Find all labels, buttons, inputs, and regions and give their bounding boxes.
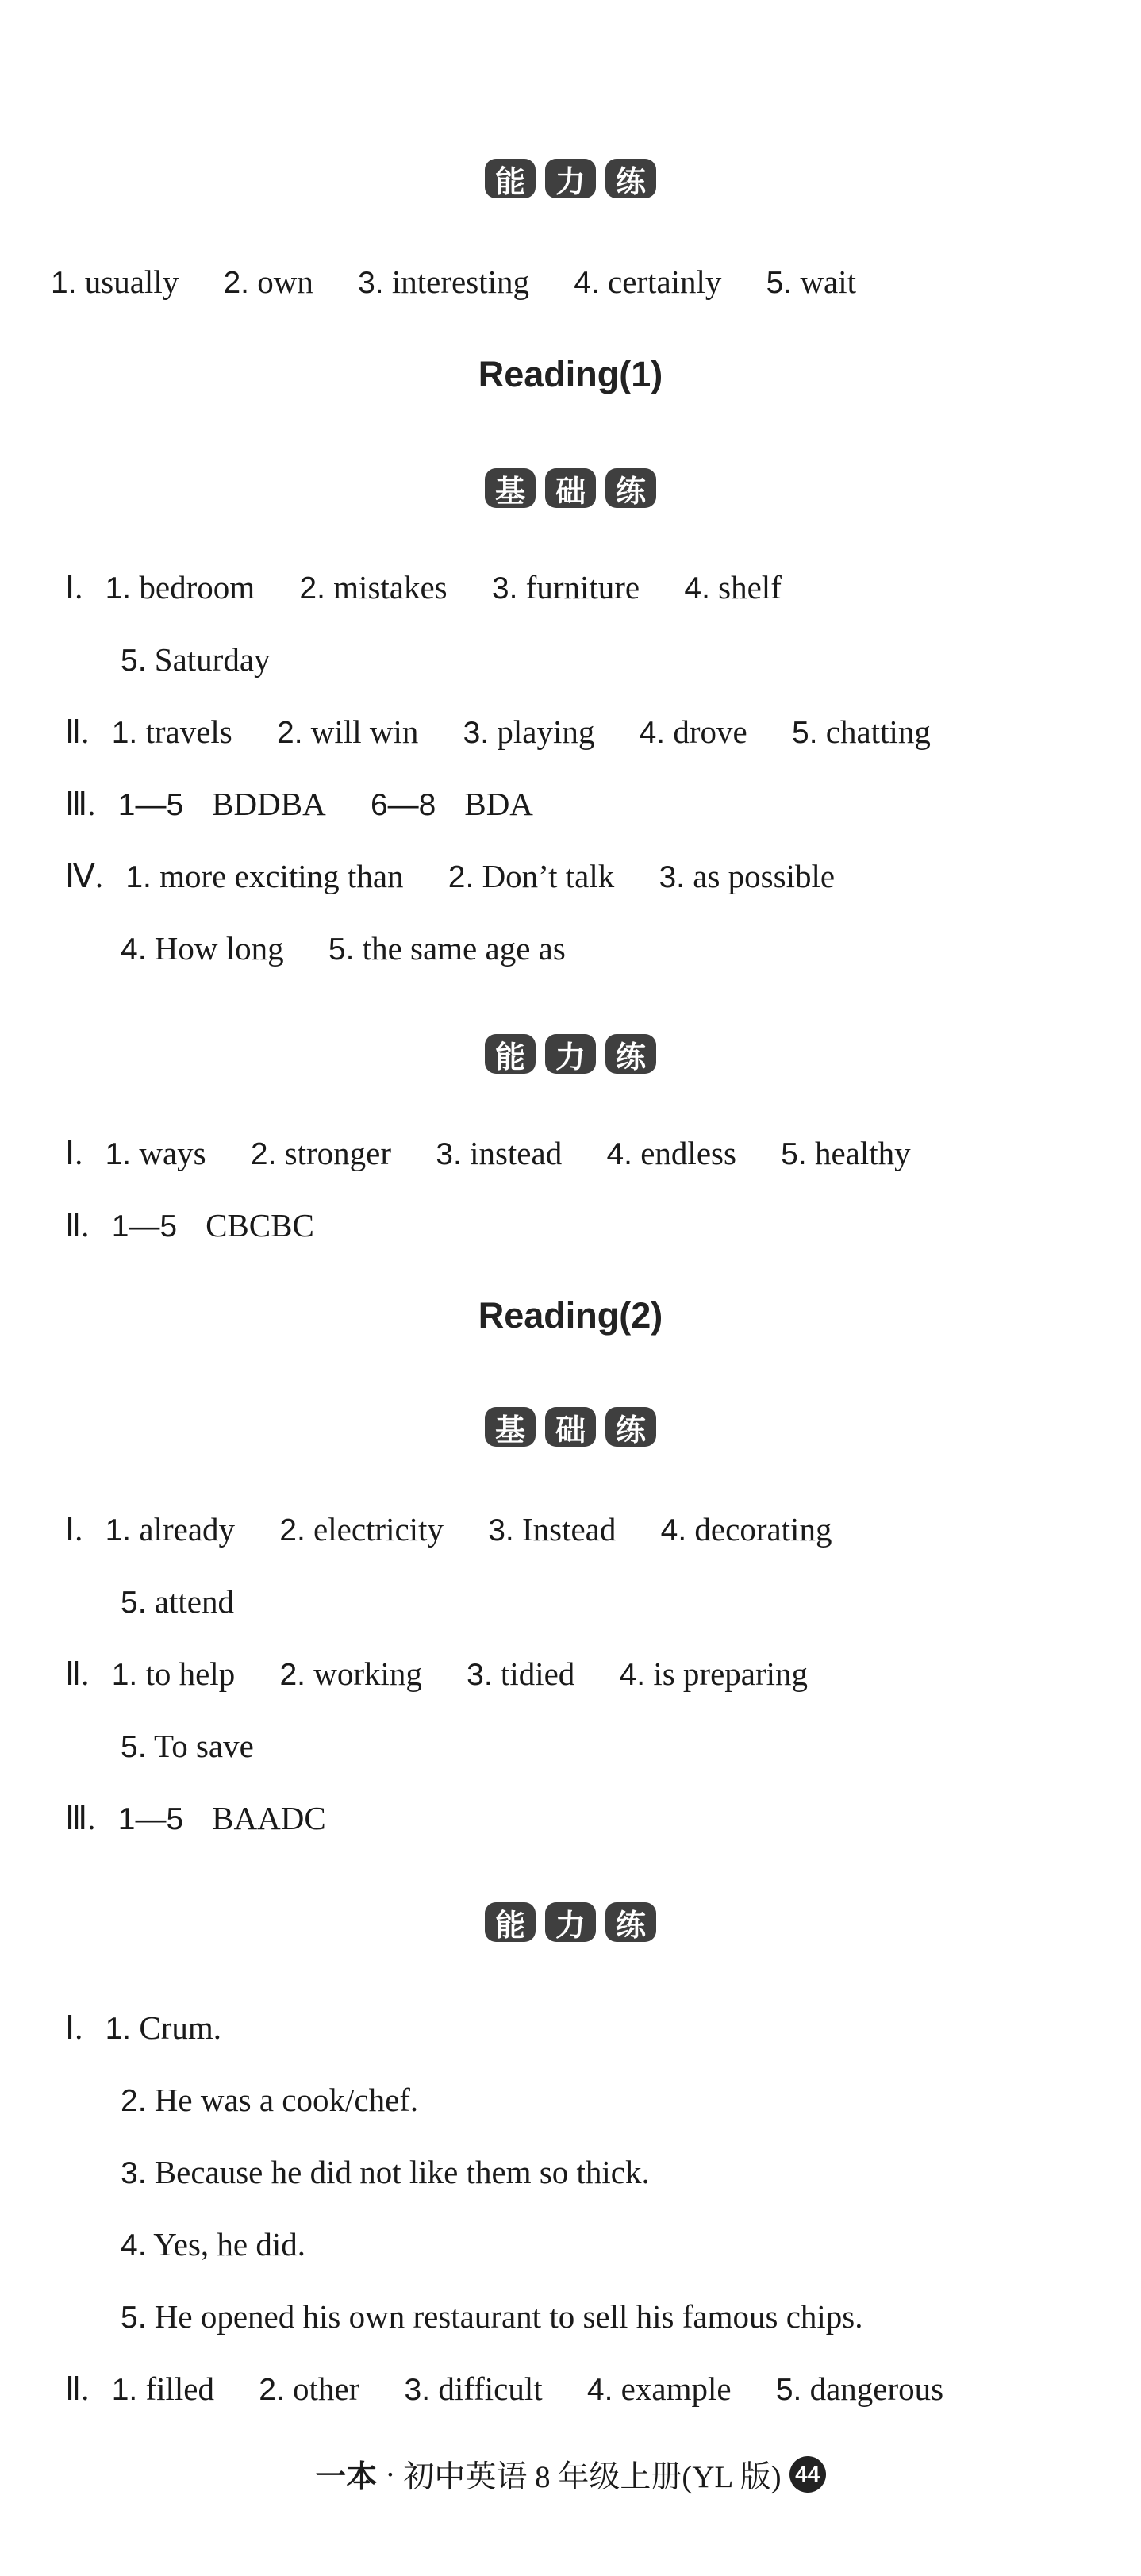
badge-char: 基 [485,468,536,508]
answer-text: bedroom [139,569,255,606]
ability-practice-badge [0,159,1141,198]
item-number: 2. [250,1137,277,1171]
item-number: 5. [328,932,355,967]
answer-text: shelf [718,569,782,606]
answer-line [65,567,782,609]
item-number: 5. [792,716,818,750]
item-number: 5. [121,1586,147,1620]
answer-text: mistakes [333,569,448,606]
answer-text: travels [145,713,232,750]
page-number: 44 [789,2456,826,2493]
answer-text: BDDBA [212,786,326,822]
item-number: 5. [121,644,147,678]
badge-char: 力 [545,159,596,198]
answer-text: Because he did not like them so thick. [154,2154,650,2190]
badge-char: 练 [605,1902,656,1942]
item-number: 2. [279,1658,305,1692]
answer-line [121,2297,863,2338]
item-number: 1—5 [111,1209,178,1244]
section-roman: Ⅰ. [65,1135,83,1171]
section-roman: Ⅰ. [65,2009,83,2046]
answer-line [121,2152,650,2193]
badge-char: 能 [485,159,536,198]
badge-char: 础 [545,1407,596,1447]
answer-text: dangerous [809,2370,944,2407]
footer-book-title: 初中英语 8 年级上册(YL 版) [403,2460,782,2494]
item-number: 1. [105,1513,132,1548]
badge-char: 练 [605,159,656,198]
answer-line [65,856,835,898]
item-number: 1. [51,266,77,300]
answer-text: playing [497,713,595,750]
answer-text: interesting [391,263,529,300]
answer-text: other [293,2370,360,2407]
item-number: 1. [111,2373,138,2407]
item-number: 3. [121,2156,147,2190]
answer-text: example [620,2370,732,2407]
answer-line [65,712,931,753]
answer-line [65,2008,221,2049]
answer-text: ways [139,1135,206,1171]
item-number: 3. [358,266,384,300]
answer-text: He opened his own restaurant to sell his famous chips. [154,2298,863,2335]
answer-text: working [313,1655,422,1692]
item-number: 1—5 [117,1802,184,1836]
answer-text: filled [145,2370,214,2407]
answer-text: BAADC [212,1800,326,1836]
badge-char: 力 [545,1034,596,1074]
answer-text: furniture [525,569,640,606]
item-number: 2. [448,860,474,894]
item-number: 1. [105,2012,132,2046]
answer-text: chatting [825,713,931,750]
badge-char: 练 [605,1034,656,1074]
item-number: 6—8 [370,788,436,822]
section-roman: Ⅳ. [65,858,104,894]
answer-line [121,2224,305,2266]
answer-text: attend [154,1583,234,1620]
item-number: 4. [684,571,710,606]
answer-text: healthy [814,1135,911,1171]
basic-practice-badge [0,468,1141,508]
section-roman: Ⅰ. [65,569,83,606]
answer-text: certainly [608,263,722,300]
badge-char: 能 [485,1034,536,1074]
item-number: 4. [660,1513,687,1548]
item-number: 2. [223,266,249,300]
item-number: 1. [125,860,152,894]
item-number: 3. [488,1513,514,1548]
item-number: 1. [105,1137,132,1171]
answer-text: is preparing [653,1655,809,1692]
item-number: 1. [111,1658,138,1692]
badge-char: 力 [545,1902,596,1942]
section-heading-reading-1: Reading(1) [478,354,663,394]
item-number: 4. [639,716,666,750]
answer-text: Instead [521,1511,617,1548]
answer-text: wait [800,263,857,300]
section-roman: Ⅱ. [65,2370,90,2407]
answer-text: CBCBC [206,1207,314,1244]
section-roman: Ⅲ. [65,1800,96,1836]
answer-text: He was a cook/chef. [154,2082,419,2118]
item-number: 5. [121,2301,147,2335]
answer-line [121,2080,418,2121]
answer-line [121,1726,254,1767]
page-footer [0,2452,1141,2497]
item-number: 3. [436,1137,462,1171]
answer-line [65,1509,832,1551]
answer-text: endless [640,1135,736,1171]
badge-char: 础 [545,468,596,508]
item-number: 4. [574,266,600,300]
answer-line [65,1133,911,1175]
item-number: 4. [121,2228,147,2263]
answer-line [51,262,856,303]
ability-practice-badge [0,1902,1141,1942]
section-roman: Ⅱ. [65,713,90,750]
answer-line [65,1205,314,1247]
section-roman: Ⅱ. [65,1207,90,1244]
item-number: 5. [781,1137,807,1171]
ability-practice-badge [0,1034,1141,1074]
section-roman: Ⅱ. [65,1655,90,1692]
item-number: 1. [105,571,132,606]
answer-line [65,1798,326,1840]
answer-text: already [139,1511,236,1548]
answer-text: usually [84,263,179,300]
answer-text: instead [470,1135,563,1171]
item-number: 5. [121,1730,147,1764]
section-roman: Ⅰ. [65,1511,83,1548]
answer-line [121,1582,234,1623]
item-number: 2. [277,716,303,750]
item-number: 3. [463,716,490,750]
answer-text: BDA [464,786,533,822]
item-number: 5. [775,2373,802,2407]
answer-line [65,784,533,825]
item-number: 4. [586,2373,613,2407]
footer-dot: · [385,2457,396,2492]
badge-char: 练 [605,468,656,508]
answer-text: Yes, he did. [153,2226,306,2263]
section-roman: Ⅲ. [65,786,96,822]
item-number: 2. [259,2373,285,2407]
answer-line [65,2369,943,2410]
item-number: 4. [606,1137,632,1171]
answer-text: as possible [693,858,836,894]
item-number: 2. [279,1513,305,1548]
answer-text: difficult [438,2370,543,2407]
badge-char: 能 [485,1902,536,1942]
answer-text: How long [154,930,284,967]
answer-line [121,929,566,970]
answer-text: Don’t talk [482,858,615,894]
answer-line [121,640,271,681]
answer-text: To save [154,1728,254,1764]
answer-text: Saturday [154,641,271,678]
item-number: 2. [299,571,325,606]
answer-text: will win [310,713,419,750]
item-number: 4. [619,1658,646,1692]
item-number: 1—5 [117,788,184,822]
answer-text: the same age as [362,930,566,967]
answer-text: to help [145,1655,236,1692]
badge-char: 练 [605,1407,656,1447]
answer-text: stronger [284,1135,392,1171]
answer-line [65,1654,808,1695]
item-number: 3. [659,860,685,894]
answer-text: drove [673,713,747,750]
answer-text: electricity [313,1511,444,1548]
item-number: 5. [766,266,793,300]
answer-text: more exciting than [159,858,404,894]
answer-text: decorating [694,1511,832,1548]
footer-brand: 一本 [315,2460,378,2494]
item-number: 2. [121,2084,147,2118]
item-number: 1. [111,716,138,750]
item-number: 4. [121,932,147,967]
section-heading-reading-2: Reading(2) [478,1295,663,1336]
item-number: 3. [467,1658,493,1692]
basic-practice-badge [0,1407,1141,1447]
badge-char: 基 [485,1407,536,1447]
item-number: 3. [491,571,518,606]
item-number: 3. [404,2373,431,2407]
answer-text: tidied [500,1655,575,1692]
answer-text: own [257,263,313,300]
answer-text: Crum. [139,2009,222,2046]
